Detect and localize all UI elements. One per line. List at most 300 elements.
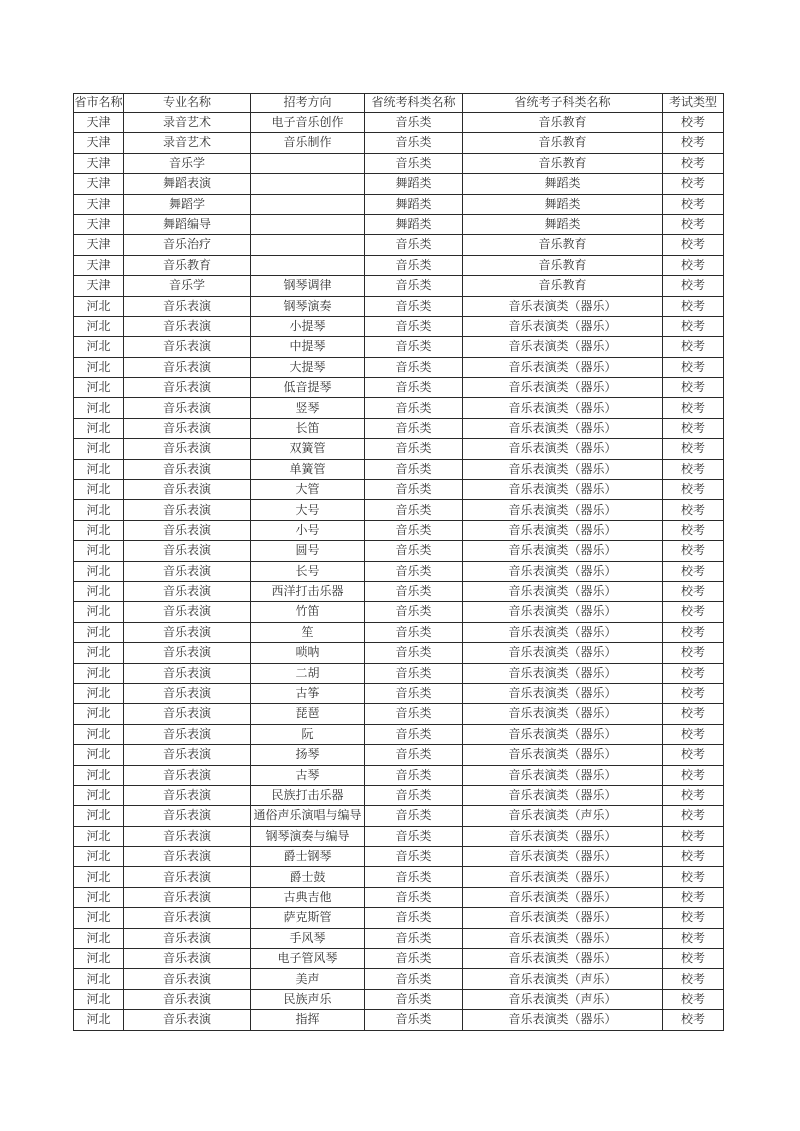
table-cell: 校考 — [663, 153, 724, 173]
table-cell: 民族打击乐器 — [251, 785, 365, 805]
table-row — [74, 398, 724, 418]
table-cell: 舞蹈编导 — [124, 214, 251, 234]
table-cell: 音乐类 — [365, 459, 463, 479]
table-cell: 音乐表演 — [124, 520, 251, 540]
table-cell: 音乐类 — [365, 806, 463, 826]
table-cell: 音乐表演类（器乐） — [463, 887, 663, 907]
table-cell: 河北 — [74, 745, 124, 765]
table-cell: 音乐表演类（器乐） — [463, 602, 663, 622]
table-cell: 天津 — [74, 153, 124, 173]
table-cell — [251, 153, 365, 173]
table-cell: 天津 — [74, 214, 124, 234]
table-cell: 音乐教育 — [463, 276, 663, 296]
table-cell: 校考 — [663, 826, 724, 846]
table-cell: 音乐表演类（器乐） — [463, 581, 663, 601]
table-cell: 扬琴 — [251, 745, 365, 765]
table-cell: 指挥 — [251, 1010, 365, 1030]
table-cell: 音乐教育 — [463, 133, 663, 153]
table-cell: 二胡 — [251, 663, 365, 683]
table-cell: 河北 — [74, 989, 124, 1009]
table-cell: 录音艺术 — [124, 113, 251, 133]
table-row — [74, 765, 724, 785]
table-cell: 钢琴调律 — [251, 276, 365, 296]
table-cell: 音乐类 — [365, 561, 463, 581]
table-row — [74, 683, 724, 703]
table-cell: 音乐类 — [365, 357, 463, 377]
table-row — [74, 296, 724, 316]
table-cell: 音乐类 — [365, 113, 463, 133]
table-cell: 音乐类 — [365, 887, 463, 907]
table-row — [74, 337, 724, 357]
table-cell: 河北 — [74, 663, 124, 683]
table-cell: 河北 — [74, 418, 124, 438]
table-cell: 校考 — [663, 683, 724, 703]
table-cell: 音乐表演类（器乐） — [463, 949, 663, 969]
table-cell: 音乐表演 — [124, 459, 251, 479]
table-cell: 校考 — [663, 174, 724, 194]
table-cell — [251, 174, 365, 194]
table-cell: 河北 — [74, 867, 124, 887]
table-row — [74, 602, 724, 622]
table-cell: 民族声乐 — [251, 989, 365, 1009]
table-cell: 河北 — [74, 908, 124, 928]
table-cell: 音乐类 — [365, 541, 463, 561]
table-cell: 校考 — [663, 785, 724, 805]
table-cell: 校考 — [663, 316, 724, 336]
table-cell: 音乐类 — [365, 908, 463, 928]
table-cell: 舞蹈学 — [124, 194, 251, 214]
table-cell: 河北 — [74, 1010, 124, 1030]
table-cell: 音乐表演类（器乐） — [463, 765, 663, 785]
table-row — [74, 1010, 724, 1030]
table-cell: 音乐表演类（器乐） — [463, 541, 663, 561]
table-cell: 河北 — [74, 643, 124, 663]
table-cell: 圆号 — [251, 541, 365, 561]
table-cell: 校考 — [663, 337, 724, 357]
table-cell: 音乐表演类（器乐） — [463, 337, 663, 357]
table-cell: 天津 — [74, 255, 124, 275]
table-cell: 双簧管 — [251, 439, 365, 459]
table-row — [74, 643, 724, 663]
table-cell: 河北 — [74, 969, 124, 989]
table-cell: 校考 — [663, 500, 724, 520]
table-cell: 河北 — [74, 337, 124, 357]
table-cell: 音乐类 — [365, 602, 463, 622]
table-row — [74, 439, 724, 459]
table-cell: 竖琴 — [251, 398, 365, 418]
table-cell: 唢呐 — [251, 643, 365, 663]
table-cell: 校考 — [663, 296, 724, 316]
table-cell: 校考 — [663, 704, 724, 724]
table-cell: 音乐制作 — [251, 133, 365, 153]
table-cell: 音乐表演 — [124, 500, 251, 520]
table-cell: 校考 — [663, 745, 724, 765]
table-cell: 舞蹈类 — [365, 194, 463, 214]
table-row — [74, 704, 724, 724]
table-cell: 音乐教育 — [124, 255, 251, 275]
table-cell: 音乐类 — [365, 581, 463, 601]
table-cell: 音乐学 — [124, 153, 251, 173]
table-cell: 校考 — [663, 113, 724, 133]
table-cell: 校考 — [663, 908, 724, 928]
table-cell: 河北 — [74, 928, 124, 948]
table-cell: 校考 — [663, 439, 724, 459]
table-cell: 音乐表演 — [124, 826, 251, 846]
table-cell: 电子管风琴 — [251, 949, 365, 969]
table-cell: 长号 — [251, 561, 365, 581]
table-cell: 校考 — [663, 806, 724, 826]
table-cell: 音乐表演 — [124, 765, 251, 785]
table-cell: 中提琴 — [251, 337, 365, 357]
table-row — [74, 826, 724, 846]
table-cell: 校考 — [663, 459, 724, 479]
table-cell: 校考 — [663, 1010, 724, 1030]
table-row — [74, 969, 724, 989]
table-cell: 萨克斯管 — [251, 908, 365, 928]
table-cell: 音乐表演 — [124, 683, 251, 703]
table-row — [74, 847, 724, 867]
table-cell: 音乐类 — [365, 928, 463, 948]
table-cell: 音乐表演类（器乐） — [463, 439, 663, 459]
table-cell: 音乐教育 — [463, 235, 663, 255]
table-cell: 音乐表演 — [124, 663, 251, 683]
table-cell: 音乐表演类（器乐） — [463, 357, 663, 377]
table-cell: 校考 — [663, 255, 724, 275]
table-cell: 音乐类 — [365, 500, 463, 520]
table-cell: 美声 — [251, 969, 365, 989]
column-header-exam-category: 省统考科类名称 — [365, 94, 463, 113]
table-cell: 舞蹈类 — [365, 174, 463, 194]
table-cell: 河北 — [74, 949, 124, 969]
table-cell: 音乐表演 — [124, 418, 251, 438]
table-cell: 河北 — [74, 520, 124, 540]
table-cell: 音乐表演类（器乐） — [463, 847, 663, 867]
table-cell: 校考 — [663, 194, 724, 214]
table-cell: 音乐教育 — [463, 113, 663, 133]
table-cell: 音乐表演 — [124, 643, 251, 663]
table-cell: 音乐类 — [365, 378, 463, 398]
table-row — [74, 928, 724, 948]
table-row — [74, 276, 724, 296]
table-cell: 河北 — [74, 704, 124, 724]
table-cell: 校考 — [663, 622, 724, 642]
table-cell: 音乐类 — [365, 989, 463, 1009]
table-cell: 音乐表演类（器乐） — [463, 561, 663, 581]
table-cell: 河北 — [74, 622, 124, 642]
table-cell: 音乐表演类（声乐） — [463, 806, 663, 826]
table-cell: 音乐类 — [365, 337, 463, 357]
table-cell: 音乐类 — [365, 826, 463, 846]
table-row — [74, 622, 724, 642]
table-cell: 音乐类 — [365, 439, 463, 459]
table-cell: 音乐表演类（器乐） — [463, 459, 663, 479]
table-cell: 校考 — [663, 378, 724, 398]
table-cell: 音乐表演 — [124, 887, 251, 907]
table-cell: 河北 — [74, 602, 124, 622]
table-cell: 大管 — [251, 480, 365, 500]
table-cell: 校考 — [663, 643, 724, 663]
table-cell: 音乐表演类（器乐） — [463, 785, 663, 805]
table-cell: 校考 — [663, 520, 724, 540]
table-cell: 音乐类 — [365, 418, 463, 438]
table-cell: 音乐表演 — [124, 867, 251, 887]
table-cell: 音乐表演类（声乐） — [463, 989, 663, 1009]
table-cell: 校考 — [663, 133, 724, 153]
table-cell: 音乐表演 — [124, 745, 251, 765]
table-cell: 音乐类 — [365, 398, 463, 418]
exam-majors-table — [73, 93, 724, 1031]
table-cell: 音乐表演类（器乐） — [463, 683, 663, 703]
table-cell: 音乐表演类（器乐） — [463, 398, 663, 418]
table-cell: 音乐表演 — [124, 561, 251, 581]
table-cell — [251, 255, 365, 275]
table-row — [74, 153, 724, 173]
table-cell: 音乐教育 — [463, 255, 663, 275]
table-row — [74, 480, 724, 500]
table-cell: 河北 — [74, 480, 124, 500]
table-cell: 校考 — [663, 561, 724, 581]
table-cell: 音乐表演类（器乐） — [463, 928, 663, 948]
table-row — [74, 745, 724, 765]
table-cell: 长笛 — [251, 418, 365, 438]
table-cell: 单簧管 — [251, 459, 365, 479]
table-cell: 河北 — [74, 785, 124, 805]
table-cell: 河北 — [74, 683, 124, 703]
table-cell: 音乐类 — [365, 153, 463, 173]
table-cell: 音乐表演 — [124, 969, 251, 989]
table-cell: 音乐表演 — [124, 785, 251, 805]
table-cell: 音乐表演 — [124, 439, 251, 459]
table-row — [74, 867, 724, 887]
table-row — [74, 214, 724, 234]
table-cell: 音乐表演 — [124, 602, 251, 622]
table-cell: 河北 — [74, 357, 124, 377]
table-cell: 河北 — [74, 541, 124, 561]
column-header-exam-type: 考试类型 — [663, 94, 724, 113]
table-cell: 校考 — [663, 214, 724, 234]
table-cell: 音乐表演类（器乐） — [463, 724, 663, 744]
table-cell: 古琴 — [251, 765, 365, 785]
table-cell: 钢琴演奏与编导 — [251, 826, 365, 846]
table-row — [74, 908, 724, 928]
table-row — [74, 949, 724, 969]
table-cell: 音乐类 — [365, 724, 463, 744]
table-row — [74, 887, 724, 907]
table-cell: 音乐表演 — [124, 622, 251, 642]
table-cell: 音乐表演类（器乐） — [463, 520, 663, 540]
table-row — [74, 806, 724, 826]
column-header-exam-subcategory: 省统考子科类名称 — [463, 94, 663, 113]
table-cell: 校考 — [663, 398, 724, 418]
table-cell: 音乐教育 — [463, 153, 663, 173]
table-cell: 通俗声乐演唱与编导 — [251, 806, 365, 826]
table-cell: 河北 — [74, 378, 124, 398]
table-cell: 校考 — [663, 867, 724, 887]
table-cell: 校考 — [663, 541, 724, 561]
table-cell: 舞蹈类 — [463, 194, 663, 214]
table-cell: 音乐治疗 — [124, 235, 251, 255]
table-cell: 天津 — [74, 235, 124, 255]
table-cell: 音乐类 — [365, 1010, 463, 1030]
table-cell: 音乐类 — [365, 704, 463, 724]
table-row — [74, 194, 724, 214]
table-cell: 音乐表演类（器乐） — [463, 867, 663, 887]
table-cell: 天津 — [74, 194, 124, 214]
table-cell: 音乐表演类（器乐） — [463, 296, 663, 316]
table-cell: 校考 — [663, 724, 724, 744]
table-cell: 舞蹈类 — [365, 214, 463, 234]
table-cell: 音乐类 — [365, 235, 463, 255]
column-header-province: 省市名称 — [74, 94, 124, 113]
table-row — [74, 316, 724, 336]
table-cell: 河北 — [74, 459, 124, 479]
table-cell: 河北 — [74, 887, 124, 907]
table-cell: 校考 — [663, 847, 724, 867]
table-cell: 校考 — [663, 480, 724, 500]
table-cell: 校考 — [663, 663, 724, 683]
table-cell: 琵琶 — [251, 704, 365, 724]
table-cell: 音乐表演 — [124, 398, 251, 418]
table-cell: 古典吉他 — [251, 887, 365, 907]
table-cell: 音乐表演 — [124, 724, 251, 744]
table-cell: 河北 — [74, 316, 124, 336]
table-cell: 音乐类 — [365, 480, 463, 500]
table-cell: 音乐表演类（器乐） — [463, 704, 663, 724]
table-cell: 笙 — [251, 622, 365, 642]
table-cell: 音乐表演类（声乐） — [463, 969, 663, 989]
table-cell: 天津 — [74, 276, 124, 296]
table-cell: 手风琴 — [251, 928, 365, 948]
table-cell: 校考 — [663, 949, 724, 969]
column-header-direction: 招考方向 — [251, 94, 365, 113]
table-cell: 低音提琴 — [251, 378, 365, 398]
table-row — [74, 255, 724, 275]
table-cell: 校考 — [663, 235, 724, 255]
table-cell: 音乐类 — [365, 745, 463, 765]
table-cell: 校考 — [663, 276, 724, 296]
table-cell: 音乐类 — [365, 847, 463, 867]
table-cell: 音乐表演 — [124, 541, 251, 561]
table-cell: 音乐表演 — [124, 337, 251, 357]
table-cell: 音乐学 — [124, 276, 251, 296]
table-cell: 音乐类 — [365, 276, 463, 296]
table-body — [74, 113, 724, 1031]
table-cell: 音乐表演类（器乐） — [463, 418, 663, 438]
table-cell: 校考 — [663, 969, 724, 989]
table-cell: 大号 — [251, 500, 365, 520]
table-cell — [251, 214, 365, 234]
table-cell: 音乐表演 — [124, 928, 251, 948]
table-row — [74, 133, 724, 153]
table-cell: 音乐表演类（器乐） — [463, 826, 663, 846]
table-cell: 音乐表演类（器乐） — [463, 643, 663, 663]
table-cell — [251, 235, 365, 255]
column-header-major: 专业名称 — [124, 94, 251, 113]
table-cell: 阮 — [251, 724, 365, 744]
table-cell: 音乐类 — [365, 520, 463, 540]
table-cell: 音乐表演 — [124, 316, 251, 336]
table-cell: 河北 — [74, 500, 124, 520]
table-cell: 音乐表演 — [124, 296, 251, 316]
table-cell: 河北 — [74, 826, 124, 846]
table-cell: 天津 — [74, 113, 124, 133]
table-cell: 音乐类 — [365, 643, 463, 663]
table-cell: 音乐表演类（器乐） — [463, 622, 663, 642]
table-cell: 钢琴演奏 — [251, 296, 365, 316]
table-cell: 校考 — [663, 581, 724, 601]
table-cell: 天津 — [74, 174, 124, 194]
table-row — [74, 989, 724, 1009]
table-cell: 小提琴 — [251, 316, 365, 336]
table-row — [74, 357, 724, 377]
table-cell: 校考 — [663, 765, 724, 785]
table-cell: 校考 — [663, 928, 724, 948]
table-cell: 音乐表演类（器乐） — [463, 663, 663, 683]
table-cell: 河北 — [74, 296, 124, 316]
table-cell: 河北 — [74, 724, 124, 744]
table-cell: 音乐类 — [365, 316, 463, 336]
table-row — [74, 541, 724, 561]
table-cell: 河北 — [74, 847, 124, 867]
table-cell: 河北 — [74, 561, 124, 581]
table-cell: 音乐表演类（器乐） — [463, 745, 663, 765]
table-cell: 音乐类 — [365, 683, 463, 703]
table-row — [74, 663, 724, 683]
table-cell: 小号 — [251, 520, 365, 540]
table-row — [74, 378, 724, 398]
table-cell: 爵士鼓 — [251, 867, 365, 887]
table-row — [74, 174, 724, 194]
table-cell: 录音艺术 — [124, 133, 251, 153]
table-cell: 音乐表演类（器乐） — [463, 378, 663, 398]
table-cell: 音乐类 — [365, 765, 463, 785]
table-cell: 音乐类 — [365, 949, 463, 969]
table-cell: 音乐表演 — [124, 704, 251, 724]
table-row — [74, 561, 724, 581]
table-cell: 音乐类 — [365, 133, 463, 153]
table-cell: 音乐表演 — [124, 847, 251, 867]
table-cell: 音乐类 — [365, 255, 463, 275]
table-header-row — [74, 94, 724, 113]
table-cell: 舞蹈类 — [463, 174, 663, 194]
table-row — [74, 581, 724, 601]
table-row — [74, 418, 724, 438]
table-cell: 音乐表演类（器乐） — [463, 908, 663, 928]
table-cell: 舞蹈类 — [463, 214, 663, 234]
table-cell: 古筝 — [251, 683, 365, 703]
table-cell: 音乐表演 — [124, 1010, 251, 1030]
table-cell: 音乐类 — [365, 969, 463, 989]
table-cell: 电子音乐创作 — [251, 113, 365, 133]
table-cell: 校考 — [663, 418, 724, 438]
table-cell: 音乐类 — [365, 622, 463, 642]
table-cell: 音乐类 — [365, 296, 463, 316]
table-cell: 舞蹈表演 — [124, 174, 251, 194]
table-cell: 音乐表演 — [124, 357, 251, 377]
table-cell: 音乐类 — [365, 663, 463, 683]
table-cell: 大提琴 — [251, 357, 365, 377]
table-cell: 西洋打击乐器 — [251, 581, 365, 601]
table-cell: 音乐表演 — [124, 908, 251, 928]
table-cell — [251, 194, 365, 214]
table-cell: 音乐表演 — [124, 949, 251, 969]
table-row — [74, 785, 724, 805]
table-cell: 竹笛 — [251, 602, 365, 622]
table-cell: 河北 — [74, 439, 124, 459]
table-cell: 河北 — [74, 765, 124, 785]
table-cell: 音乐类 — [365, 867, 463, 887]
table-cell: 音乐表演 — [124, 989, 251, 1009]
